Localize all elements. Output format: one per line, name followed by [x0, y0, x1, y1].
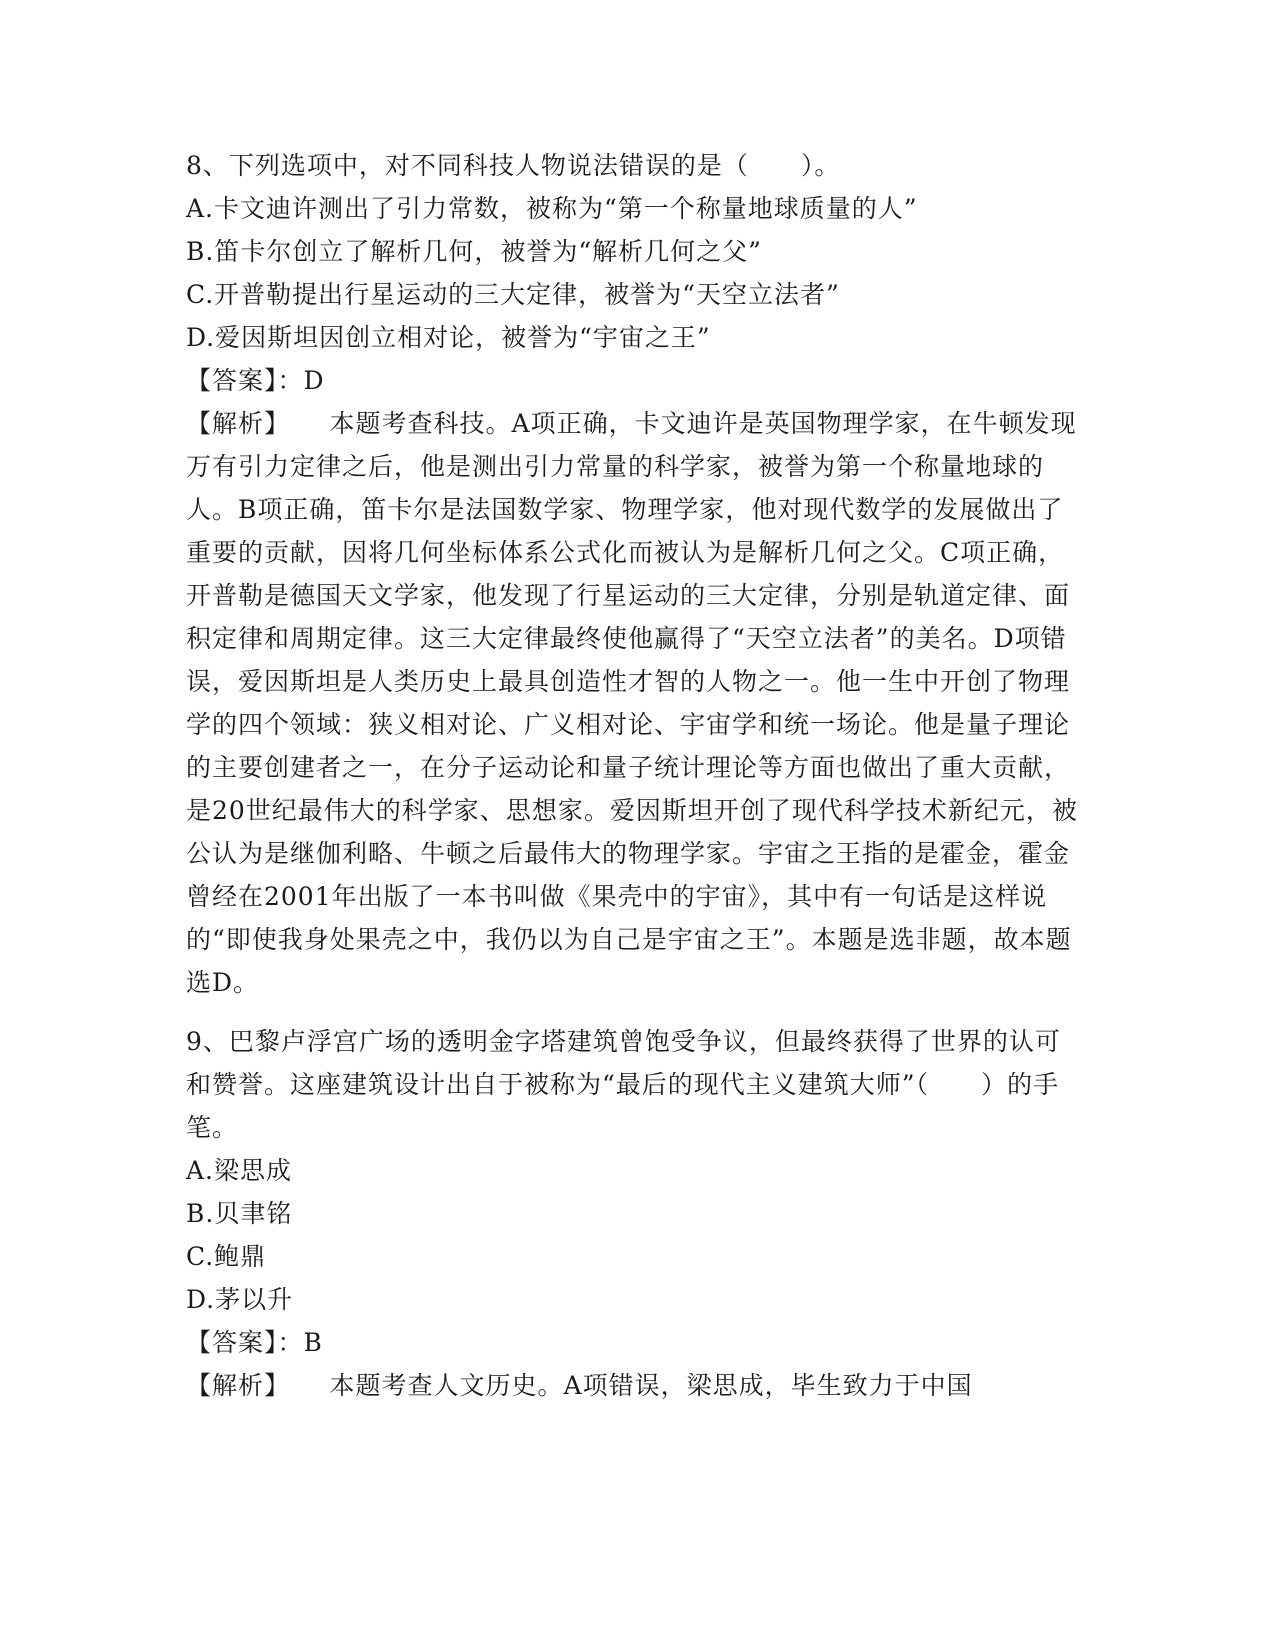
question-8: [186, 144, 1086, 1004]
question-9: [186, 1020, 1086, 1407]
option-b: B.贝聿铭: [186, 1199, 293, 1228]
explanation-text: 本题考查科技。A项正确，卡文迪许是英国物理学家，在牛顿发现万有引力定律之后，他是测出引力常量的科学家，被誉为第一个称量地球的人。B项正确，笛卡尔是法国数学家、物理学家，他对现代数学的发展做出了重要的贡献，因将几何坐标体系公式化而被认为是解析几何之父。C项正确，开普勒是德国天文学家，他发现了行星运动的三大定律，分别是轨道定律、面积定律和周期定律。这三大定律最终使他赢得了“天空立法者”的美名。D项错误，爱因斯坦是人类历史上最具创造性才智的人物之一。他一生中开创了物理学的四个领域：狭义相对论、广义相对论、宇宙学和统一场论。他是量子理论的主要创建者之一，在分子运动论和量子统计理论等方面也做出了重大贡献，是20世纪最伟大的科学家、思想家。爱因斯坦开创了现代科学技术新纪元，被公认为是继伽利略、牛顿之后最伟大的物理学家。宇宙之王指的是霍金，霍金曾经在2001年出版了一本书叫做《果壳中的宇宙》，其中有一句话是这样说的“即使我身处果壳之中，我仍以为自己是宇宙之王”。本题是选非题，故本题选D。: [186, 409, 1078, 997]
answer-line: [186, 1321, 1086, 1364]
answer-label: 【答案】：: [186, 1328, 304, 1357]
explanation-label: 【解析】: [186, 1371, 278, 1400]
option-c: C.鲍鼎: [186, 1242, 267, 1271]
option-d: D.爱因斯坦因创立相对论，被誉为“宇宙之王”: [186, 323, 711, 352]
answer-line: [186, 359, 1086, 402]
option-a: A.梁思成: [186, 1156, 293, 1185]
explanation: [186, 1364, 1086, 1407]
option-b: B.笛卡尔创立了解析几何，被誉为“解析几何之父”: [186, 237, 762, 266]
answer-value: D: [303, 366, 325, 395]
spacer: [186, 1004, 1086, 1020]
question-stem: 8、下列选项中，对不同科技人物说法错误的是（ ）。: [186, 151, 841, 180]
answer-value: B: [303, 1328, 323, 1357]
document-content: [186, 144, 1086, 1407]
answer-label: 【答案】：: [186, 366, 304, 395]
question-stem: 9、巴黎卢浮宫广场的透明金字塔建筑曾饱受争议，但最终获得了世界的认可和赞誉。这座建筑设计出自于被称为“最后的现代主义建筑大师”（ ）的手笔。: [186, 1027, 1061, 1142]
option-c: C.开普勒提出行星运动的三大定律，被誉为“天空立法者”: [186, 280, 840, 309]
explanation-label: 【解析】: [186, 409, 278, 438]
option-a: A.卡文迪许测出了引力常数，被称为“第一个称量地球质量的人”: [186, 194, 918, 223]
option-d: D.茅以升: [186, 1285, 294, 1314]
explanation-text: 本题考查人文历史。A项错误，梁思成，毕生致力于中国: [329, 1371, 973, 1400]
explanation: [186, 402, 1086, 1004]
